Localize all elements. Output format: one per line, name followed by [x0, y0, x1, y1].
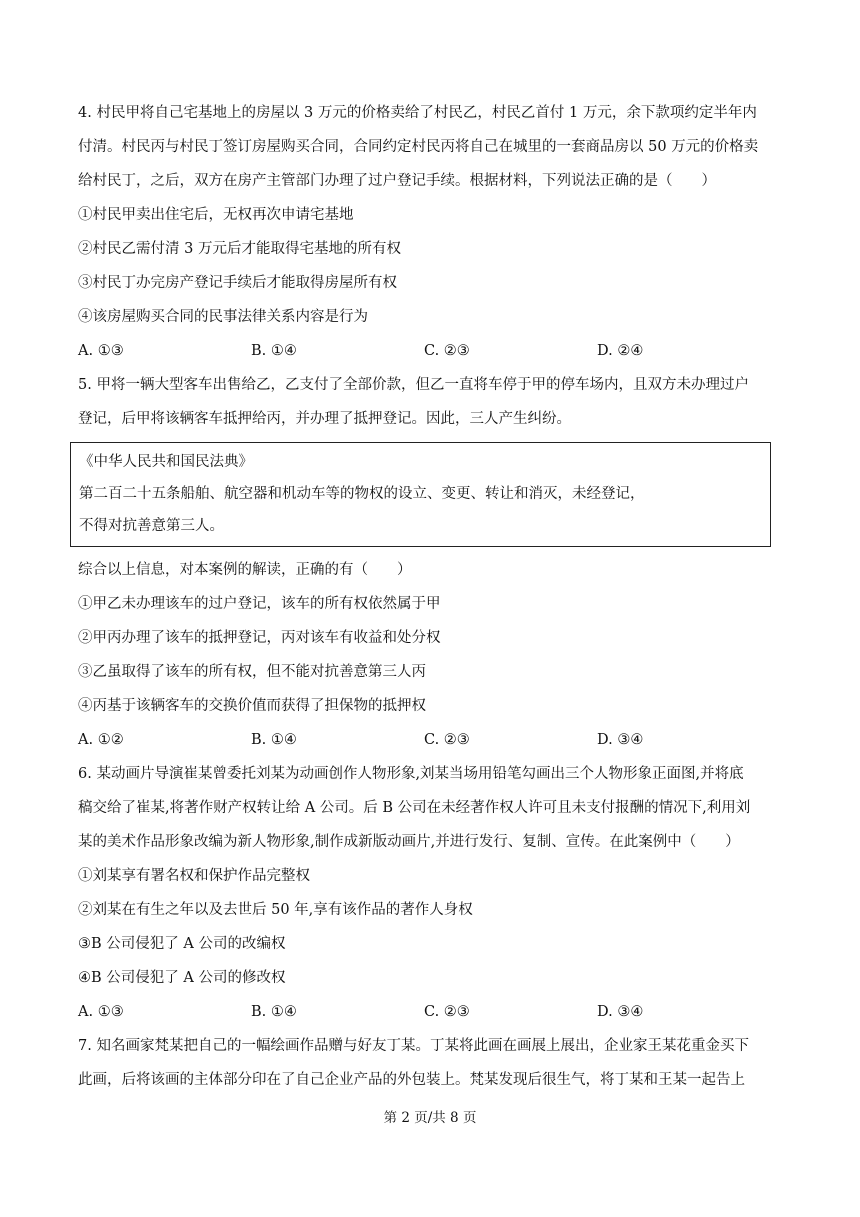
question-4: [78, 96, 785, 368]
question-stem-line: 稿交给了崔某,将著作财产权转让给 A 公司。后 B 公司在未经著作权人许可且未支付报酬的情况下,利用刘: [78, 800, 751, 816]
answer-options: [78, 995, 785, 1029]
excerpt-line: 第二百二十五条船舶、航空器和机动车等的物权的设立、变更、转让和消灭，未经登记，: [79, 486, 645, 502]
statement: ④B 公司侵犯了 A 公司的修改权: [78, 970, 286, 986]
question-stem-line: 给村民丁，之后，双方在房产主管部门办理了过户登记手续。根据材料，下列说法正确的是（ ）: [78, 173, 716, 189]
option-a: A. ①③: [78, 343, 124, 359]
statement: ③乙虽取得了该车的所有权，但不能对抗善意第三人丙: [78, 664, 426, 680]
question-stem-line: 7. 知名画家梵某把自己的一幅绘画作品赠与好友丁某。丁某将此画在画展上展出，企业家王某花重金买下: [78, 1038, 749, 1054]
question-stem-line: 此画，后将该画的主体部分印在了自己企业产品的外包装上。梵某发现后很生气，将丁某和王某一起告上: [78, 1072, 745, 1088]
option-b: B. ①④: [251, 732, 297, 748]
answer-options: [78, 334, 785, 368]
question-6: [78, 757, 785, 1029]
statement: ②村民乙需付清 3 万元后才能取得宅基地的所有权: [78, 241, 401, 257]
answer-options: [78, 723, 785, 757]
option-a: A. ①③: [78, 1004, 124, 1020]
excerpt-line: 不得对抗善意第三人。: [79, 518, 224, 534]
question-7: [78, 1029, 785, 1097]
question-prompt: 综合以上信息，对本案例的解读，正确的有（ ）: [78, 562, 412, 578]
statement: ④该房屋购买合同的民事法律关系内容是行为: [78, 309, 368, 325]
option-d: D. ②④: [597, 343, 644, 359]
option-d: D. ③④: [597, 732, 644, 748]
statement: ④丙基于该辆客车的交换价值而获得了担保物的抵押权: [78, 698, 426, 714]
statement: ①村民甲卖出住宅后，无权再次申请宅基地: [78, 207, 354, 223]
option-a: A. ①②: [78, 732, 124, 748]
question-stem-line: 登记，后甲将该辆客车抵押给丙，并办理了抵押登记。因此，三人产生纠纷。: [78, 411, 571, 427]
page-number-footer: 第 2 页/共 8 页: [383, 1110, 477, 1126]
question-stem-line: 4. 村民甲将自己宅基地上的房屋以 3 万元的价格卖给了村民乙，村民乙首付 1 万元，余下款项约定半年内: [78, 105, 757, 121]
option-c: C. ②③: [424, 1004, 470, 1020]
excerpt-title: 《中华人民共和国民法典》: [79, 454, 253, 470]
statement: ①甲乙未办理该车的过户登记，该车的所有权依然属于甲: [78, 596, 441, 612]
question-stem-line: 6. 某动画片导演崔某曾委托刘某为动画创作人物形象,刘某当场用铅笔勾画出三个人物形象正面图,并将底: [78, 766, 744, 782]
option-c: C. ②③: [424, 343, 470, 359]
question-stem-line: 某的美术作品形象改编为新人物形象,制作成新版动画片,并进行发行、复制、宣传。在此案例中（ ）: [78, 834, 740, 850]
legal-excerpt-box: [70, 442, 771, 547]
option-b: B. ①④: [251, 343, 297, 359]
option-c: C. ②③: [424, 732, 470, 748]
statement: ③村民丁办完房产登记手续后才能取得房屋所有权: [78, 275, 397, 291]
statement: ②甲丙办理了该车的抵押登记，丙对该车有收益和处分权: [78, 630, 441, 646]
question-5: [78, 368, 785, 757]
statement: ①刘某享有署名权和保护作品完整权: [78, 868, 310, 884]
option-d: D. ③④: [597, 1004, 644, 1020]
question-stem-line: 付清。村民丙与村民丁签订房屋购买合同，合同约定村民丙将自己在城里的一套商品房以 50 万元的价格卖: [78, 139, 759, 155]
question-stem-line: 5. 甲将一辆大型客车出售给乙，乙支付了全部价款，但乙一直将车停于甲的停车场内，且双方未办理过户: [78, 377, 749, 393]
page-content: [78, 96, 785, 1097]
statement: ③B 公司侵犯了 A 公司的改编权: [78, 936, 286, 952]
option-b: B. ①④: [251, 1004, 297, 1020]
statement: ②刘某在有生之年以及去世后 50 年,享有该作品的著作人身权: [78, 902, 473, 918]
